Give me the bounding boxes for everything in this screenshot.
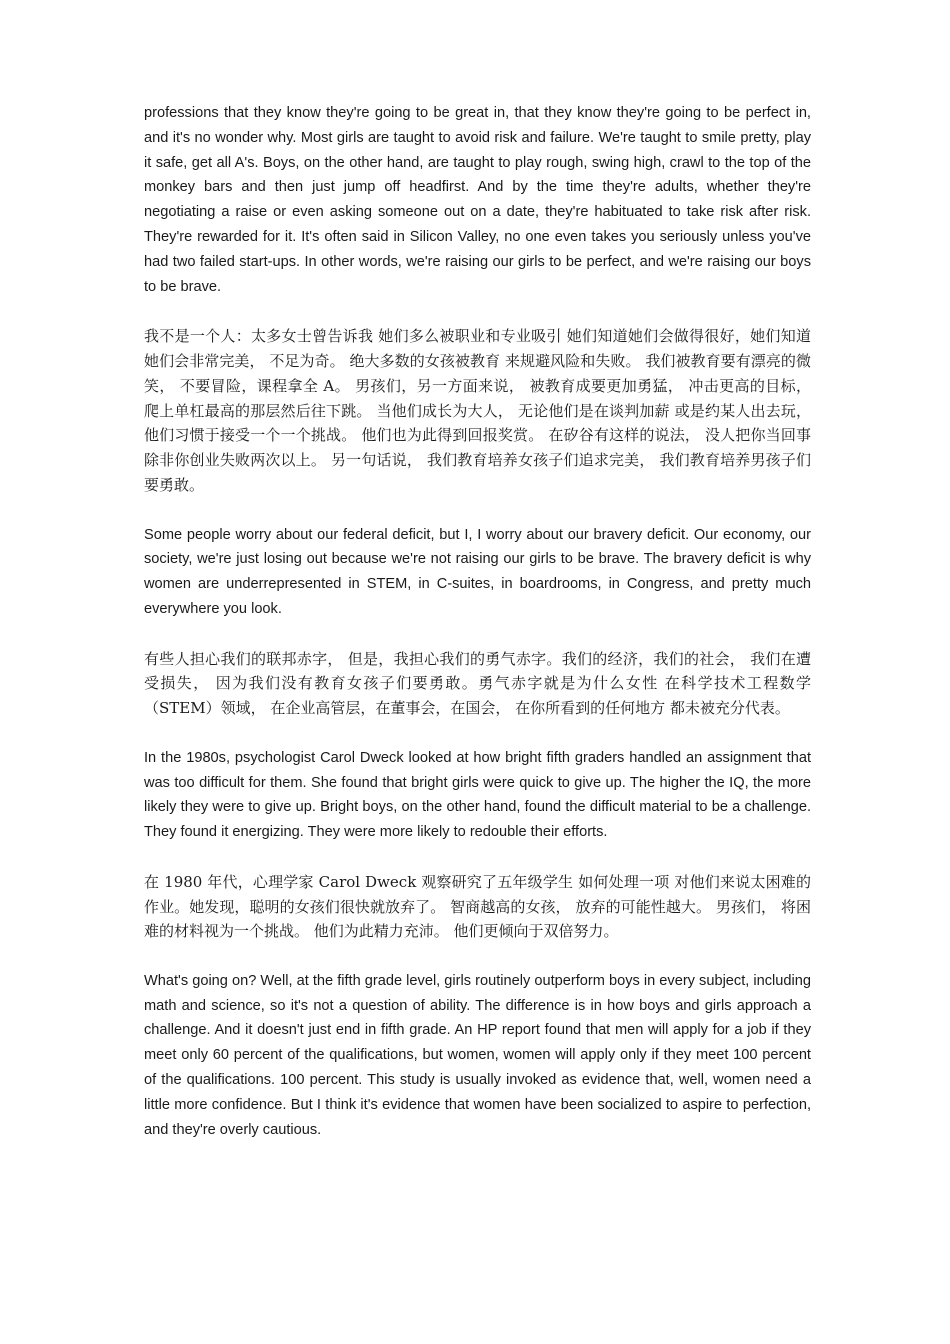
paragraph-zh-3: 在 1980 年代，心理学家 Carol Dweck 观察研究了五年级学生 如何处理一项 对他们来说太困难的作业。她发现，聪明的女孩们很快就放弃了。 智商越高的女孩， 放弃的可能性越大。 男孩们， 将困难的材料视为一个挑战。 他们为此精力充沛。 他们更倾向于双倍努力。 (144, 872, 811, 941)
paragraph-en-2: Some people worry about our federal deficit, but I, I worry about our bravery deficit. Our economy, our society, we're just losing out because we're not raising our girls to be brave. The bravery deficit is why women are underrepresented in STEM, in C-suites, in boardrooms, in Congress, and pretty much everywhere you look. (144, 526, 811, 617)
document-page (144, 101, 811, 1167)
paragraph-en-4: What's going on? Well, at the fifth grade level, girls routinely outperform boys in every subject, including math and science, so it's not a question of ability. The difference is in how boys and girls approach a challenge. And it doesn't just end in fifth grade. An HP report found that men will apply for a job if they meet only 60 percent of the qualifications, but women, women will apply only if they meet 100 percent of the qualifications. 100 percent. This study is usually invoked as evidence that, well, women need a little more confidence. But I think it's evidence that women have been socialized to aspire to perfection, and they're overly cautious. (144, 972, 811, 1138)
paragraph-en-3: In the 1980s, psychologist Carol Dweck looked at how bright fifth graders handled an assignment that was too difficult for them. She found that bright girls were quick to give up. The higher the IQ, the more likely they were to give up. Bright boys, on the other hand, found the difficult material to be a challenge. They found it energizing. They were more likely to redouble their efforts. (144, 749, 811, 841)
paragraph-en-1: professions that they know they're going to be great in, that they know they're going to be perfect in, and it's no wonder why. Most girls are taught to avoid risk and failure. We're taught to smile pretty, play it safe, get all A's. Boys, on the other hand, are taught to play rough, swing high, crawl to the top of the monkey bars and then just jump off headfirst. And by the time they're adults, whether they're negotiating a raise or even asking someone out on a date, they're habituated to take risk after risk. They're rewarded for it. It's often said in Silicon Valley, no one even takes you seriously unless you've had two failed start-ups. In other words, we're raising our girls to be perfect, and we're raising our boys to be brave. (144, 105, 811, 295)
paragraph-zh-2: 有些人担心我们的联邦赤字， 但是，我担心我们的勇气赤字。我们的经济，我们的社会， 我们在遭受损失， 因为我们没有教育女孩子们要勇敢。勇气赤字就是为什么女性 在科学技术工程数学（STEM）领域， 在企业高管层，在董事会，在国会， 在你所看到的任何地方 都未被充分代表。 (144, 649, 811, 718)
paragraph-zh-1: 我不是一个人：太多女士曾告诉我 她们多么被职业和专业吸引 她们知道她们会做得很好，她们知道她们会非常完美， 不足为奇。 绝大多数的女孩被教育 来规避风险和失败。 我们被教育要有漂亮的微笑， 不要冒险，课程拿全 A。 男孩们，另一方面来说， 被教育成要更加勇猛， 冲击更高的目标， 爬上单杠最高的那层然后往下跳。 当他们成长为大人， 无论他们是在谈判加薪 或是约某人出去玩， 他们习惯于接受一个一个挑战。 他们也为此得到回报奖赏。 在矽谷有这样的说法， 没人把你当回事 除非你创业失败两次以上。 另一句话说， 我们教育培养女孩子们追求完美， 我们教育培养男孩子们要勇敢。 (144, 327, 811, 494)
